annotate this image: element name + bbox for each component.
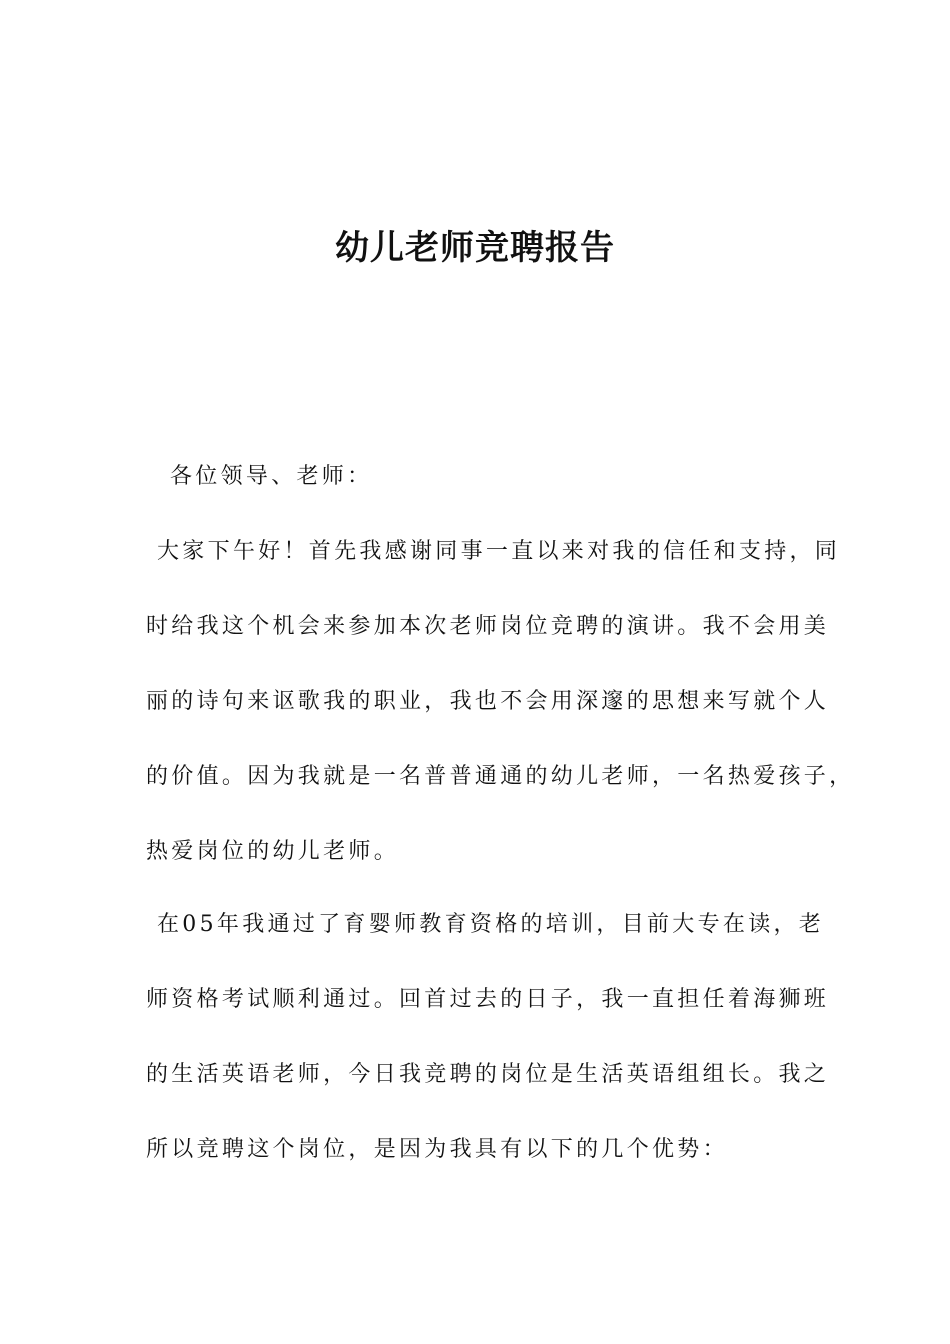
body-line: 大家下午好！首先我感谢同事一直以来对我的信任和支持，同 xyxy=(157,539,841,564)
body-line: 师资格考试顺利通过。回首过去的日子，我一直担任着海狮班 xyxy=(146,987,830,1012)
body-line: 时给我这个机会来参加本次老师岗位竞聘的演讲。我不会用美 xyxy=(146,614,830,639)
body-line: 所以竞聘这个岗位，是因为我具有以下的几个优势： xyxy=(146,1137,728,1162)
body-line: 的生活英语老师，今日我竞聘的岗位是生活英语组组长。我之 xyxy=(146,1062,830,1087)
document-title: 幼儿老师竞聘报告 xyxy=(335,228,615,268)
body-line: 热爱岗位的幼儿老师。 xyxy=(146,839,400,864)
body-line: 在05年我通过了育婴师教育资格的培训，目前大专在读，老 xyxy=(157,912,825,937)
salutation-line: 各位领导、老师： xyxy=(170,464,373,489)
body-line: 的价值。因为我就是一名普普通通的幼儿老师，一名热爱孩子， xyxy=(146,764,855,789)
body-line: 丽的诗句来讴歌我的职业，我也不会用深邃的思想来写就个人 xyxy=(146,689,830,714)
